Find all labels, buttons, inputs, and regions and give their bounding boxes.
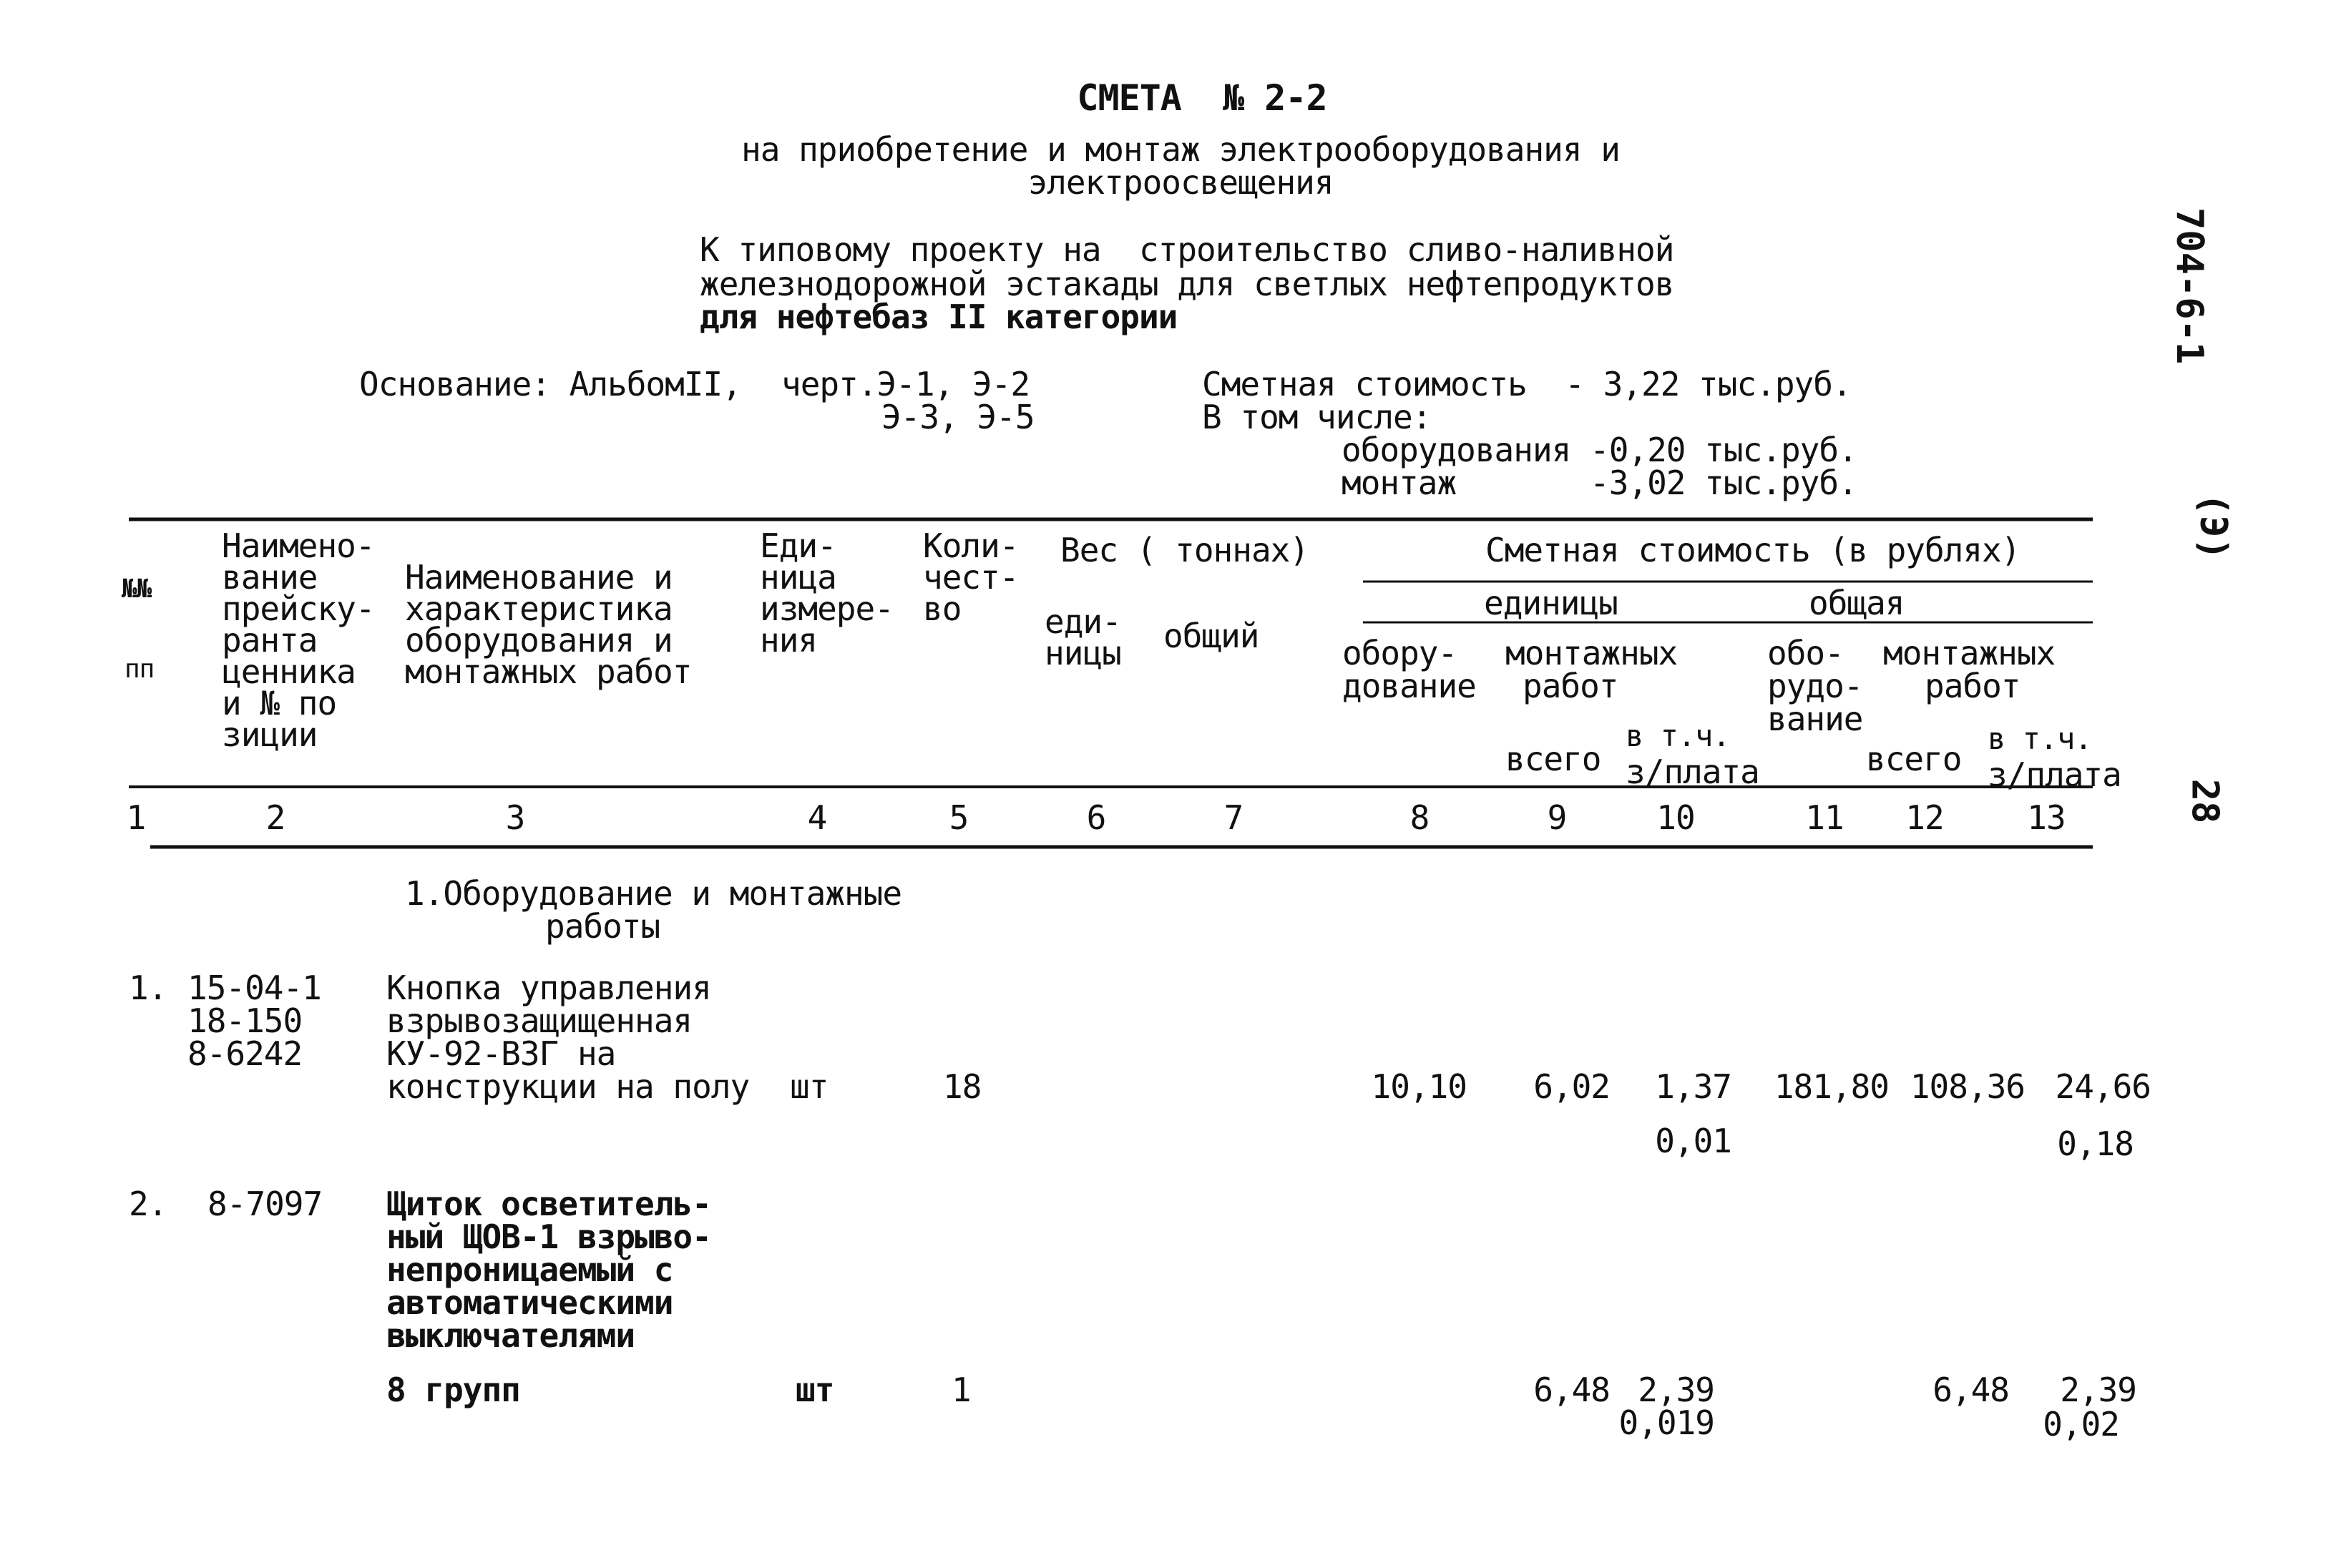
- row-name-line2: ный ЩОВ-1 взрыво-: [386, 1217, 711, 1256]
- row-name-line6: 8 групп: [386, 1371, 520, 1409]
- row-name-line3: КУ-92-ВЗГ на: [386, 1034, 616, 1073]
- column-number: 5: [949, 798, 969, 837]
- basis-label: Основание: АльбомII,: [359, 365, 741, 403]
- header-weight-group: Вес ( тоннах): [1060, 531, 1309, 569]
- header-col3-line1: Наименование и: [405, 558, 673, 597]
- column-number: 12: [1905, 798, 1944, 837]
- basis-drawings-line1: черт.Э-1, Э-2: [781, 365, 1030, 403]
- header-col5-line2: чест-: [923, 558, 1019, 597]
- sheet-mark-label: (Э): [2191, 493, 2234, 560]
- project-line1: К типовому проекту на строительство сливо-наливной: [700, 230, 1674, 269]
- row-mounting-unit-wage-sub: 0,01: [1655, 1122, 1731, 1160]
- row-name-line1: Кнопка управления: [386, 969, 711, 1007]
- header-unit-group: единицы: [1484, 584, 1618, 622]
- row-name-line2: взрывозащищенная: [386, 1001, 693, 1040]
- column-number: 4: [807, 798, 827, 837]
- header-col5-line1: Коли-: [923, 526, 1019, 565]
- project-line3: для нефтебаз II категории: [700, 298, 1178, 336]
- header-col8-line2: дование: [1342, 667, 1476, 705]
- row-name-line3: непроницаемый с: [386, 1250, 673, 1289]
- column-number: 7: [1223, 798, 1243, 837]
- header-col4-line3: измере-: [760, 589, 894, 628]
- row-unit: шт: [790, 1067, 829, 1106]
- header-col4-line1: Еди-: [760, 526, 836, 565]
- row-number: 1.: [129, 969, 167, 1007]
- row-mounting-unit-total: 6,48: [1533, 1371, 1610, 1409]
- header-col3-line4: монтажных работ: [405, 652, 692, 691]
- header-cost-group: Сметная стоимость (в рублях): [1485, 531, 2020, 569]
- column-number: 11: [1805, 798, 1844, 837]
- column-number: 8: [1409, 798, 1430, 837]
- project-line2: железнодорожной эстакады для светлых нефтепродуктов: [700, 265, 1674, 303]
- column-number: 1: [126, 798, 146, 837]
- basis-drawings-line2: Э-3, Э-5: [881, 398, 1035, 436]
- header-col2-line4: ранта: [222, 621, 318, 660]
- header-mount-unit-line1: монтажных: [1505, 634, 1678, 672]
- section-title-line2: работы: [545, 907, 660, 946]
- header-col8-line1: обору-: [1342, 634, 1457, 672]
- document-code-label: 704-6-1: [2168, 207, 2211, 365]
- header-col2-line1: Наимено-: [222, 526, 375, 565]
- row-equipment-total-cost: 181,80: [1774, 1067, 1889, 1106]
- row-code-line1: 15-04-1: [187, 969, 321, 1007]
- estimate-subtitle-line1: на приобретение и монтаж электрооборудования и: [741, 130, 1620, 169]
- header-mount-unit-line2: работ: [1523, 667, 1618, 705]
- including-label: В том числе:: [1202, 398, 1432, 436]
- column-number: 3: [505, 798, 525, 837]
- row-mounting-total-wage-sub: 0,18: [2057, 1124, 2134, 1163]
- page-number-label: 28: [2183, 778, 2227, 824]
- mounting-cost: монтаж -3,02 тыс.руб.: [1342, 464, 1857, 502]
- row-mounting-unit-wage: 1,37: [1655, 1067, 1731, 1106]
- estimate-title: СМЕТА № 2-2: [1077, 77, 1327, 119]
- column-number: 10: [1656, 798, 1695, 837]
- header-col4-line4: ния: [760, 621, 818, 660]
- header-col12: всего: [1866, 740, 1962, 778]
- column-number: 2: [265, 798, 285, 837]
- header-col3-line2: характеристика: [405, 589, 673, 628]
- row-quantity: 1: [952, 1371, 971, 1409]
- header-col2-line3: прейску-: [222, 589, 375, 628]
- row-mounting-total: 6,48: [1932, 1371, 2009, 1409]
- estimate-subtitle-line2: электроосвещения: [1027, 163, 1334, 202]
- header-col1-line1: №№: [122, 574, 152, 604]
- header-col13-line1: в т.ч.: [1988, 721, 2092, 756]
- row-quantity: 18: [943, 1067, 982, 1106]
- header-col9: всего: [1505, 740, 1601, 778]
- header-col10-line2: з/плата: [1626, 753, 1759, 791]
- header-mount-total-line1: монтажных: [1883, 634, 2056, 672]
- column-number: 13: [2027, 798, 2066, 837]
- header-col2-line5: ценника: [222, 652, 356, 691]
- total-cost: Сметная стоимость - 3,22 тыс.руб.: [1202, 365, 1852, 403]
- header-col7: общий: [1163, 617, 1259, 655]
- header-col11-line2: рудо-: [1767, 667, 1863, 705]
- header-col1-line2: пп: [124, 655, 155, 684]
- header-col11-line1: обо-: [1767, 634, 1844, 672]
- row-number: 2.: [129, 1185, 167, 1223]
- header-col2-line2: вание: [222, 558, 318, 597]
- column-number: 6: [1086, 798, 1106, 837]
- row-name-line4: конструкции на полу: [386, 1067, 750, 1106]
- row-code-line3: 8-6242: [187, 1034, 303, 1073]
- row-mounting-total-wage: 2,39: [2060, 1371, 2136, 1409]
- row-mounting-unit-wage-sub: 0,019: [1618, 1403, 1714, 1442]
- row-name-line1: Щиток осветитель-: [386, 1185, 711, 1223]
- row-code-line1: 8-7097: [207, 1185, 323, 1223]
- header-mount-total-line2: работ: [1925, 667, 2020, 705]
- header-col11-line3: вание: [1767, 700, 1863, 738]
- row-mounting-total-wage: 24,66: [2055, 1067, 2151, 1106]
- header-col6-line2: ницы: [1045, 634, 1121, 672]
- header-col10-line1: в т.ч.: [1626, 718, 1730, 753]
- section-title-line1: 1.Оборудование и монтажные: [405, 874, 902, 913]
- row-mounting-total: 108,36: [1910, 1067, 2025, 1106]
- header-col2-line6: и № по: [222, 684, 337, 722]
- row-unit: шт: [796, 1371, 834, 1409]
- row-equipment-unit-cost: 10,10: [1371, 1067, 1467, 1106]
- row-name-line4: автоматическими: [386, 1283, 673, 1322]
- equipment-cost: оборудования -0,20 тыс.руб.: [1342, 431, 1857, 469]
- header-col13-line2: з/плата: [1988, 755, 2121, 794]
- row-mounting-total-wage-sub: 0,02: [2043, 1405, 2119, 1444]
- row-mounting-unit-total: 6,02: [1533, 1067, 1610, 1106]
- row-mounting-unit-wage: 2,39: [1638, 1371, 1714, 1409]
- column-number: 9: [1547, 798, 1567, 837]
- header-col3-line3: оборудования и: [405, 621, 673, 660]
- header-total-group: общая: [1809, 584, 1905, 622]
- row-name-line5: выключателями: [386, 1316, 635, 1355]
- header-col6-line1: еди-: [1045, 602, 1121, 641]
- row-code-line2: 18-150: [187, 1001, 303, 1040]
- header-col4-line2: ница: [760, 558, 836, 597]
- header-col5-line3: во: [923, 589, 962, 628]
- header-col2-line7: зиции: [222, 715, 318, 754]
